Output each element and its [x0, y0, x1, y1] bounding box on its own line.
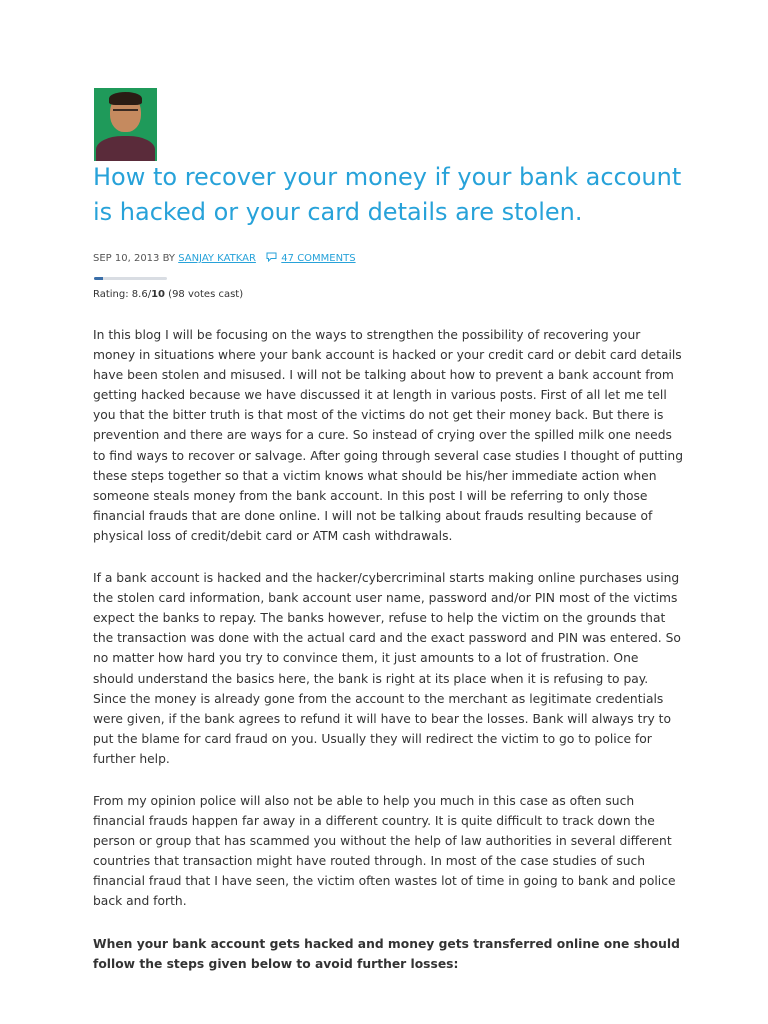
- rating-max: 10: [151, 289, 165, 300]
- post-meta: [93, 252, 693, 266]
- rating-bar-fill: [94, 277, 103, 280]
- avatar-shirt: [96, 136, 155, 161]
- rating-bar[interactable]: [94, 277, 167, 280]
- paragraph-3: From my opinion police will also not be able to help you much in this case as often such financial frauds happen far away in a different country. It is quite difficult to track down the person or group that has scammed you without the help of law authorities in several different countries that transaction might have routed through. In most of the case studies of such financial fraud that I have seen, the victim often wastes lot of time in going to bank and police back and forth.: [93, 793, 676, 909]
- comment-icon: [266, 253, 280, 264]
- article-body: [93, 325, 683, 996]
- rating-text: [93, 288, 243, 302]
- author-avatar: [94, 88, 157, 161]
- avatar-hair: [109, 92, 142, 105]
- post-by: BY: [162, 253, 176, 264]
- post-date: SEP 10, 2013: [93, 253, 160, 264]
- paragraph-4: When your bank account gets hacked and money gets transferred online one should follow the steps given below to avoid further losses:: [93, 936, 680, 971]
- post-title: How to recover your money if your bank account is hacked or your card details are stolen.: [93, 163, 682, 226]
- comments-link[interactable]: 47 COMMENTS: [281, 253, 356, 264]
- rating-votes: (98 votes cast): [168, 289, 244, 300]
- paragraph-2: If a bank account is hacked and the hacker/cybercriminal starts making online purchases using the stolen card information, bank account user name, password and/or PIN most of the victims expect the banks to repay. The banks however, refuse to help the victim on the grounds that the transaction was done with the actual card and the exact password and PIN was entered. So no matter how hard you try to convince them, it just amounts to a lot of frustration. One should understand the basics here, the bank is right at its place when it is refusing to pay. Since the money is already gone from the account to the merchant as legitimate credentials were given, if the bank agrees to refund it will have to bear the losses. Bank will always try to put the blame for card fraud on you. Usually they will redirect the victim to go to police for further help.: [93, 571, 681, 766]
- author-link[interactable]: SANJAY KATKAR: [178, 253, 256, 264]
- rating-label: Rating: 8.6/: [93, 289, 152, 300]
- paragraph-1: In this blog I will be focusing on the ways to strengthen the possibility of recovering your money in situations where your bank account is hacked or your credit card or debit card details have been stolen and misused. I will not be talking about how to prevent a bank account from getting hacked because we have discussed it at length in various posts. First of all let me tell you that the bitter truth is that most of the victims do not get their money back. But there is prevention and there are ways for a cure. So instead of crying over the spilled milk one needs to find ways to recover or salvage. After going through several case studies I thought of putting these steps together so that a victim knows what should be his/her immediate action when someone steals money from the bank account. In this post I will be referring to only those financial frauds that are done online. I will not be talking about frauds resulting because of physical loss of credit/debit card or ATM cash withdrawals.: [93, 328, 684, 543]
- avatar-glasses: [113, 109, 138, 117]
